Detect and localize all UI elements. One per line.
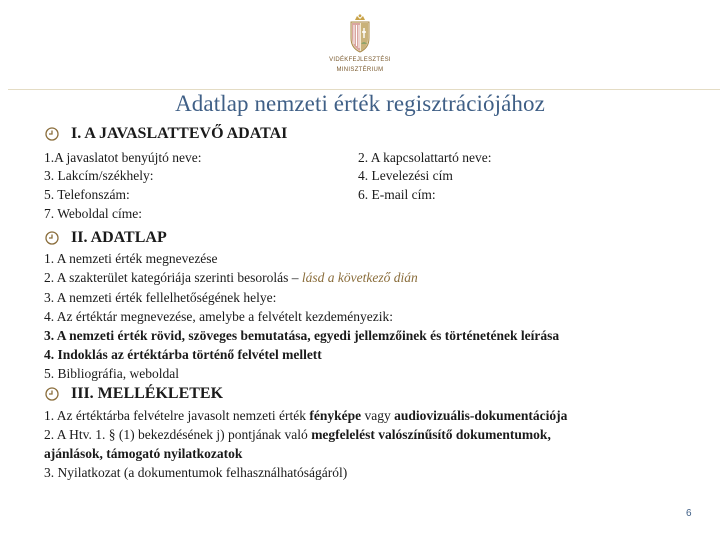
next-slide-link[interactable]: lásd a következő dián bbox=[301, 270, 418, 285]
attachment-text: 1. Az értéktárba felvételre javasolt nemzeti érték bbox=[44, 408, 310, 423]
page-title: Adatlap nemzeti érték regisztrációjához bbox=[175, 91, 545, 116]
coat-of-arms-icon bbox=[347, 14, 373, 54]
attachment-emphasis: fényképe bbox=[309, 408, 362, 423]
section-heading-3 bbox=[44, 385, 223, 403]
field-proposer-name: 1.A javaslatot benyújtó neve: bbox=[44, 150, 202, 165]
ministry-name-line1: VIDÉKFEJLESZTÉSI bbox=[329, 57, 391, 63]
attachment-emphasis: audiovizuális-dokumentációja bbox=[394, 408, 568, 423]
attachment-text: 2. A Htv. 1. § (1) bekezdésének j) pontjának való bbox=[44, 427, 312, 442]
clock-bullet-icon bbox=[44, 386, 60, 402]
list-item: 3. A nemzeti érték rövid, szöveges bemutatása, egyedi jellemzőinek és történetének leírása bbox=[44, 328, 560, 343]
list-item: 4. Az értéktár megnevezése, amelybe a felvételt kezdeményezik: bbox=[44, 309, 393, 324]
attachment-text: vagy bbox=[361, 408, 395, 423]
attachment-item bbox=[44, 408, 567, 424]
section-heading-2-text: II. ADATLAP bbox=[71, 229, 167, 246]
field-contact-name: 2. A kapcsolattartó neve: bbox=[358, 150, 492, 165]
attachment-emphasis: megfelelést valószínűsítő dokumentumok, bbox=[311, 427, 551, 442]
field-address: 3. Lakcím/székhely: bbox=[44, 168, 154, 183]
field-phone: 5. Telefonszám: bbox=[44, 187, 130, 202]
field-website: 7. Weboldal címe: bbox=[44, 206, 143, 221]
ministry-name-line2: MINISZTÉRIUM bbox=[336, 67, 384, 73]
list-item: 4. Indoklás az értéktárba történő felvétel mellett bbox=[44, 347, 322, 362]
field-email: 6. E-mail cím: bbox=[358, 187, 436, 202]
list-item-text: 2. A szakterület kategóriája szerinti besorolás – bbox=[44, 270, 302, 285]
page-number: 6 bbox=[686, 508, 692, 519]
header-divider bbox=[8, 89, 720, 90]
attachment-item bbox=[44, 427, 551, 443]
section-heading-2 bbox=[44, 229, 167, 247]
clock-bullet-icon bbox=[44, 126, 60, 142]
field-postal-address: 4. Levelezési cím bbox=[358, 168, 453, 183]
attachment-item: 3. Nyilatkozat (a dokumentumok felhasználhatóságáról) bbox=[44, 465, 348, 480]
list-item: 1. A nemzeti érték megnevezése bbox=[44, 251, 218, 266]
section-heading-1-text: I. A JAVASLATTEVŐ ADATAI bbox=[71, 125, 288, 142]
section-heading-3-text: III. MELLÉKLETEK bbox=[71, 385, 224, 402]
section-heading-1 bbox=[44, 125, 287, 143]
ministry-logo bbox=[320, 14, 400, 74]
clock-bullet-icon bbox=[44, 230, 60, 246]
attachment-item-continued: ajánlások, támogató nyilatkozatok bbox=[44, 446, 243, 461]
list-item bbox=[44, 270, 418, 286]
list-item: 3. A nemzeti érték fellelhetőségének helye: bbox=[44, 290, 277, 305]
list-item: 5. Bibliográfia, weboldal bbox=[44, 366, 179, 381]
